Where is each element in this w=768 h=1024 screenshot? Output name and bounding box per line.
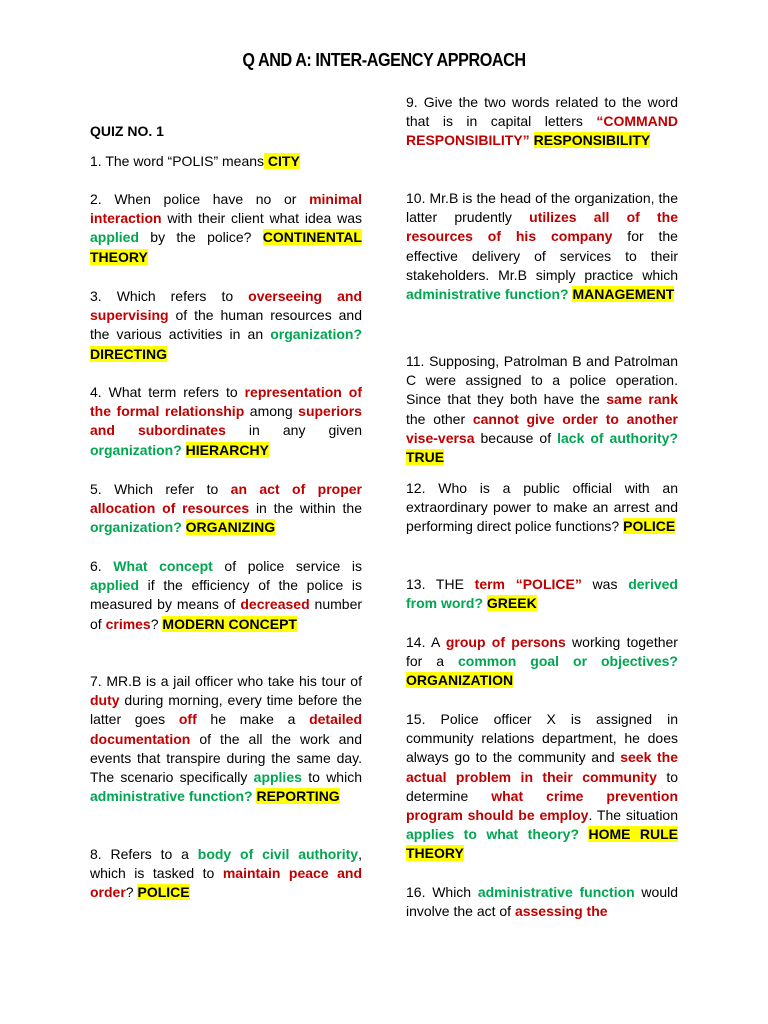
keyword-green: applies to what theory?: [406, 826, 580, 843]
keyword-red: minimal interaction: [90, 191, 362, 227]
page-title: Q AND A: INTER-AGENCY APPROACH: [242, 50, 526, 70]
answer-highlight: DIRECTING: [90, 345, 167, 362]
question-segment: 3. Which refers to: [90, 288, 249, 304]
question-segment: during morning, every time before the latter goes: [90, 692, 362, 728]
answer-highlight: MANAGEMENT: [572, 286, 675, 303]
keyword-green: organization?: [90, 441, 182, 458]
keyword-red: group of persons: [445, 634, 566, 650]
question-segment: 16. Which: [406, 884, 478, 900]
keyword-green: organization?: [90, 519, 182, 536]
question-text: [90, 383, 362, 460]
question-segment: to determine: [406, 768, 678, 804]
question-q2: [90, 190, 362, 267]
question-segment: number of: [90, 596, 363, 632]
keyword-green: administrative function?: [406, 286, 569, 303]
question-text: [90, 152, 362, 171]
question-segment: the other: [406, 410, 473, 427]
keyword-red: detailed documentation: [90, 711, 362, 747]
question-text: [90, 672, 362, 806]
question-segment: 4. What term refers to: [90, 384, 245, 400]
question-segment: 12. Who is a public official with an extraordinary power to make an arrest and performing direct police functions?: [406, 480, 678, 535]
question-segment: 6.: [90, 558, 114, 574]
keyword-red: off: [178, 711, 197, 728]
question-text: [406, 93, 678, 151]
question-text: [90, 845, 362, 903]
question-segment: [530, 132, 534, 148]
question-segment: in the within the: [249, 500, 362, 517]
answer-highlight: RESPONSIBILITY: [533, 132, 651, 149]
keyword-red: same rank: [606, 391, 678, 408]
question-segment: of the human resources and the various activities in an: [90, 307, 362, 343]
question-segment: for the effective delivery of services to their stakeholders. Mr.B simply practice which: [406, 228, 678, 283]
question-segment: among: [244, 403, 299, 420]
question-segment: if the efficiency of the police is measured by means of: [90, 577, 362, 613]
answer-highlight: ORGANIZING: [185, 519, 276, 536]
keyword-red: term “POLICE”: [474, 576, 582, 592]
answer-highlight: POLICE: [137, 884, 190, 901]
question-q13: [406, 575, 678, 613]
keyword-red: maintain peace and order: [90, 865, 362, 901]
question-segment: with their client what idea was: [161, 210, 362, 227]
question-text: [406, 189, 678, 304]
quiz-label: QUIZ NO. 1: [90, 123, 164, 139]
question-segment: 8. Refers to a: [90, 846, 198, 862]
question-segment: 9. Give the two words related to the word that is in capital letters: [406, 94, 678, 130]
answer-highlight: REPORTING: [256, 788, 340, 805]
keyword-green: lack of authority?: [557, 429, 678, 446]
question-segment: 5. Which refer to: [90, 481, 231, 497]
question-q16: [406, 883, 678, 921]
keyword-green: What concept: [113, 558, 213, 574]
question-segment: ?: [150, 615, 163, 632]
keyword-red: cannot give order to another vise-versa: [406, 410, 678, 446]
answer-highlight: HOME RULE THEORY: [406, 826, 679, 862]
question-q6: [90, 557, 362, 634]
question-segment: of the all the work and events that transpire during the same day. The scenario specifically: [90, 730, 362, 786]
question-segment: working together for a: [406, 634, 678, 670]
question-text: [406, 352, 678, 467]
question-segment: of police service is: [212, 558, 362, 574]
answer-highlight: POLICE: [623, 518, 676, 535]
question-segment: . The situation: [588, 807, 678, 824]
question-text: [90, 190, 362, 267]
question-text: [90, 287, 362, 364]
question-q4: [90, 383, 362, 460]
question-q14: [406, 633, 678, 691]
keyword-red: crimes: [105, 615, 151, 632]
question-text: [90, 557, 362, 634]
keyword-red: overseeing and supervising: [90, 288, 362, 324]
keyword-red: decreased: [240, 596, 310, 613]
keyword-green: organization?: [270, 326, 362, 343]
question-segment: ?: [125, 884, 138, 901]
question-segment: 10. Mr.B is the head of the organization, the latter prudently: [406, 190, 678, 226]
keyword-red: duty: [90, 692, 120, 709]
keyword-red: representation of the formal relationship: [90, 384, 362, 420]
question-segment: 1. The word “POLIS” means: [90, 153, 265, 169]
keyword-green: applied: [90, 577, 140, 594]
question-q7: [90, 672, 362, 806]
keyword-red: “COMMAND RESPONSIBILITY”: [406, 113, 678, 149]
keyword-green: applied: [90, 229, 140, 246]
keyword-red: utilizes all of the resources of his company: [406, 209, 679, 245]
question-segment: , which is tasked to: [90, 846, 362, 882]
keyword-green: common goal or objectives?: [458, 653, 678, 670]
keyword-red: what crime prevention program should be employ: [406, 787, 678, 824]
answer-highlight: MODERN CONCEPT: [162, 615, 297, 632]
keyword-red: superiors and subordinates: [90, 403, 362, 439]
answer-highlight: CITY: [264, 153, 300, 169]
question-segment: he make a: [196, 711, 310, 728]
question-text: [90, 480, 362, 538]
question-segment: 7. MR.B is a jail officer who take his tour of: [90, 673, 362, 689]
question-segment: 2. When police have no or: [90, 191, 310, 207]
question-segment: 13. THE: [406, 576, 475, 592]
question-segment: 14. A: [406, 634, 446, 650]
question-segment: by the police?: [139, 229, 263, 246]
keyword-red: an act of proper allocation of resources: [90, 481, 362, 517]
question-text: [406, 883, 678, 921]
answer-highlight: HIERARCHY: [185, 441, 269, 458]
answer-highlight: GREEK: [486, 595, 537, 612]
question-segment: 15. Police officer X is assigned in community relations department, he does always go to the community and: [406, 711, 678, 766]
keyword-green: administrative function?: [90, 788, 253, 805]
question-q11: [406, 352, 678, 467]
question-q5: [90, 480, 362, 538]
question-segment: 11. Supposing, Patrolman B and Patrolman C were assigned to a police operation. Since that they both have the: [406, 353, 678, 408]
question-segment: in any given: [225, 422, 362, 439]
keyword-green: administrative function: [477, 884, 635, 900]
answer-highlight: TRUE: [406, 449, 445, 466]
keyword-green: applies: [253, 769, 302, 786]
question-text: [406, 575, 678, 613]
question-q12: [406, 479, 678, 537]
keyword-green: derived from word?: [406, 576, 678, 612]
keyword-green: body of civil authority: [197, 846, 359, 862]
keyword-red: assessing the: [514, 903, 608, 920]
question-q9: [406, 93, 678, 151]
answer-highlight: CONTINENTAL THEORY: [90, 229, 362, 265]
question-text: [406, 633, 678, 691]
question-segment: to which: [301, 769, 362, 786]
question-segment: because of: [474, 429, 558, 446]
question-segment: would involve the act of: [406, 884, 679, 920]
keyword-red: seek the actual problem in their community: [406, 749, 678, 785]
answer-highlight: ORGANIZATION: [406, 672, 514, 689]
question-text: [406, 710, 678, 864]
question-q3: [90, 287, 362, 364]
question-q15: [406, 710, 678, 864]
question-segment: was: [581, 576, 629, 592]
question-q8: [90, 845, 362, 903]
question-text: [406, 479, 678, 537]
question-q1: [90, 152, 362, 171]
question-q10: [406, 189, 678, 304]
